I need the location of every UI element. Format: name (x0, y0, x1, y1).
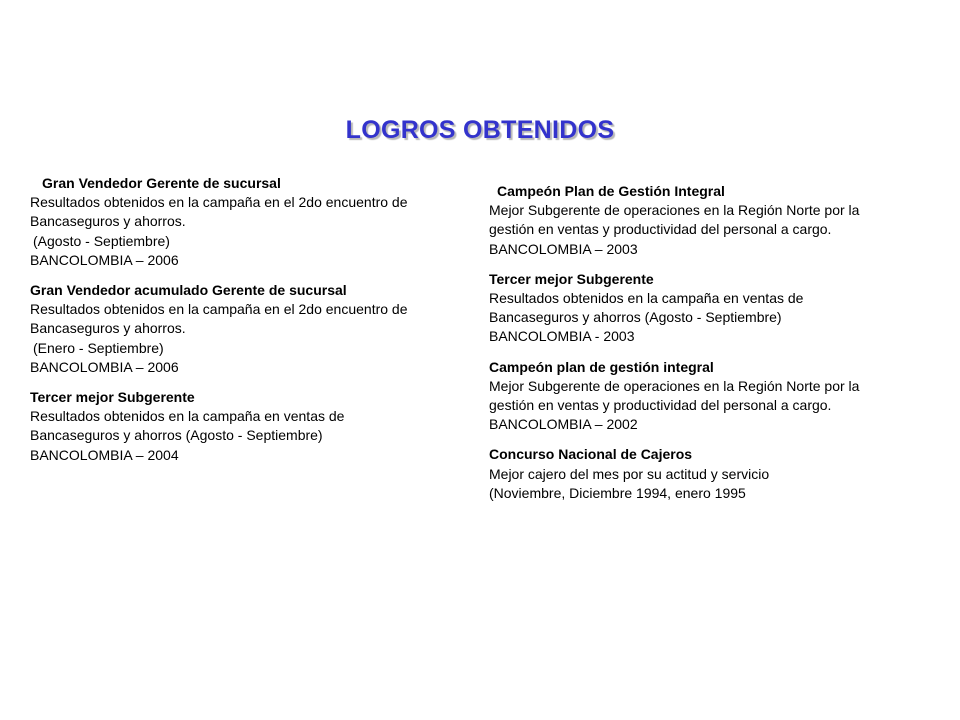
achievement-line: BANCOLOMBIA - 2003 (489, 328, 635, 345)
achievement-line: Bancaseguros y ahorros (Agosto - Septiembre) (489, 309, 782, 326)
achievement-line: Mejor Subgerente de operaciones en la Región Norte por la (489, 377, 860, 394)
achievement-title: Tercer mejor Subgerente (489, 270, 654, 287)
achievement-line: Resultados obtenidos en la campaña en ventas de (489, 290, 804, 307)
achievement-line: Resultados obtenidos en la campaña en el 2do encuentro de (30, 194, 408, 211)
achievement-line: BANCOLOMBIA – 2003 (489, 240, 638, 257)
achievement-line: Resultados obtenidos en la campaña en el 2do encuentro de (30, 301, 408, 318)
achievement-title: Gran Vendedor acumulado Gerente de sucursal (30, 282, 347, 299)
achievement-line: Bancaseguros y ahorros (Agosto - Septiembre) (30, 427, 323, 444)
achievement-title: Tercer mejor Subgerente (30, 389, 195, 406)
achievement-entry (487, 182, 927, 259)
achievement-entry (487, 445, 927, 503)
achievement-line: Mejor cajero del mes por su actitud y servicio (489, 465, 770, 482)
achievements-left-column (30, 174, 470, 465)
achievement-line: Bancaseguros y ahorros. (30, 213, 186, 230)
achievement-entry (487, 270, 927, 347)
achievement-title: Concurso Nacional de Cajeros (489, 446, 693, 463)
page-title: LOGROS OBTENIDOS (345, 116, 615, 144)
achievement-line: Mejor Subgerente de operaciones en la Región Norte por la (489, 202, 860, 219)
achievement-line: (Noviembre, Diciembre 1994, enero 1995 (489, 484, 746, 501)
achievement-title: Campeón Plan de Gestión Integral (497, 183, 725, 199)
achievement-entry (30, 174, 470, 270)
achievements-right-column (487, 182, 927, 503)
achievement-title: Campeón plan de gestión integral (489, 358, 714, 375)
achievement-entry (30, 281, 470, 377)
achievement-title: Gran Vendedor Gerente de sucursal (42, 175, 281, 191)
achievement-line: Resultados obtenidos en la campaña en ventas de (30, 408, 345, 425)
achievement-entry (30, 388, 470, 465)
achievement-line: (Agosto - Septiembre) (33, 232, 170, 249)
achievement-line: gestión en ventas y productividad del personal a cargo. (489, 397, 832, 414)
achievement-entry (487, 358, 927, 435)
achievement-line: BANCOLOMBIA – 2006 (30, 358, 179, 375)
achievement-line: BANCOLOMBIA – 2002 (489, 416, 638, 433)
achievement-line: BANCOLOMBIA – 2004 (30, 446, 179, 463)
achievement-line: gestión en ventas y productividad del personal a cargo. (489, 221, 832, 238)
achievement-line: (Enero - Septiembre) (33, 339, 164, 356)
achievement-line: Bancaseguros y ahorros. (30, 320, 186, 337)
achievement-line: BANCOLOMBIA – 2006 (30, 251, 179, 268)
